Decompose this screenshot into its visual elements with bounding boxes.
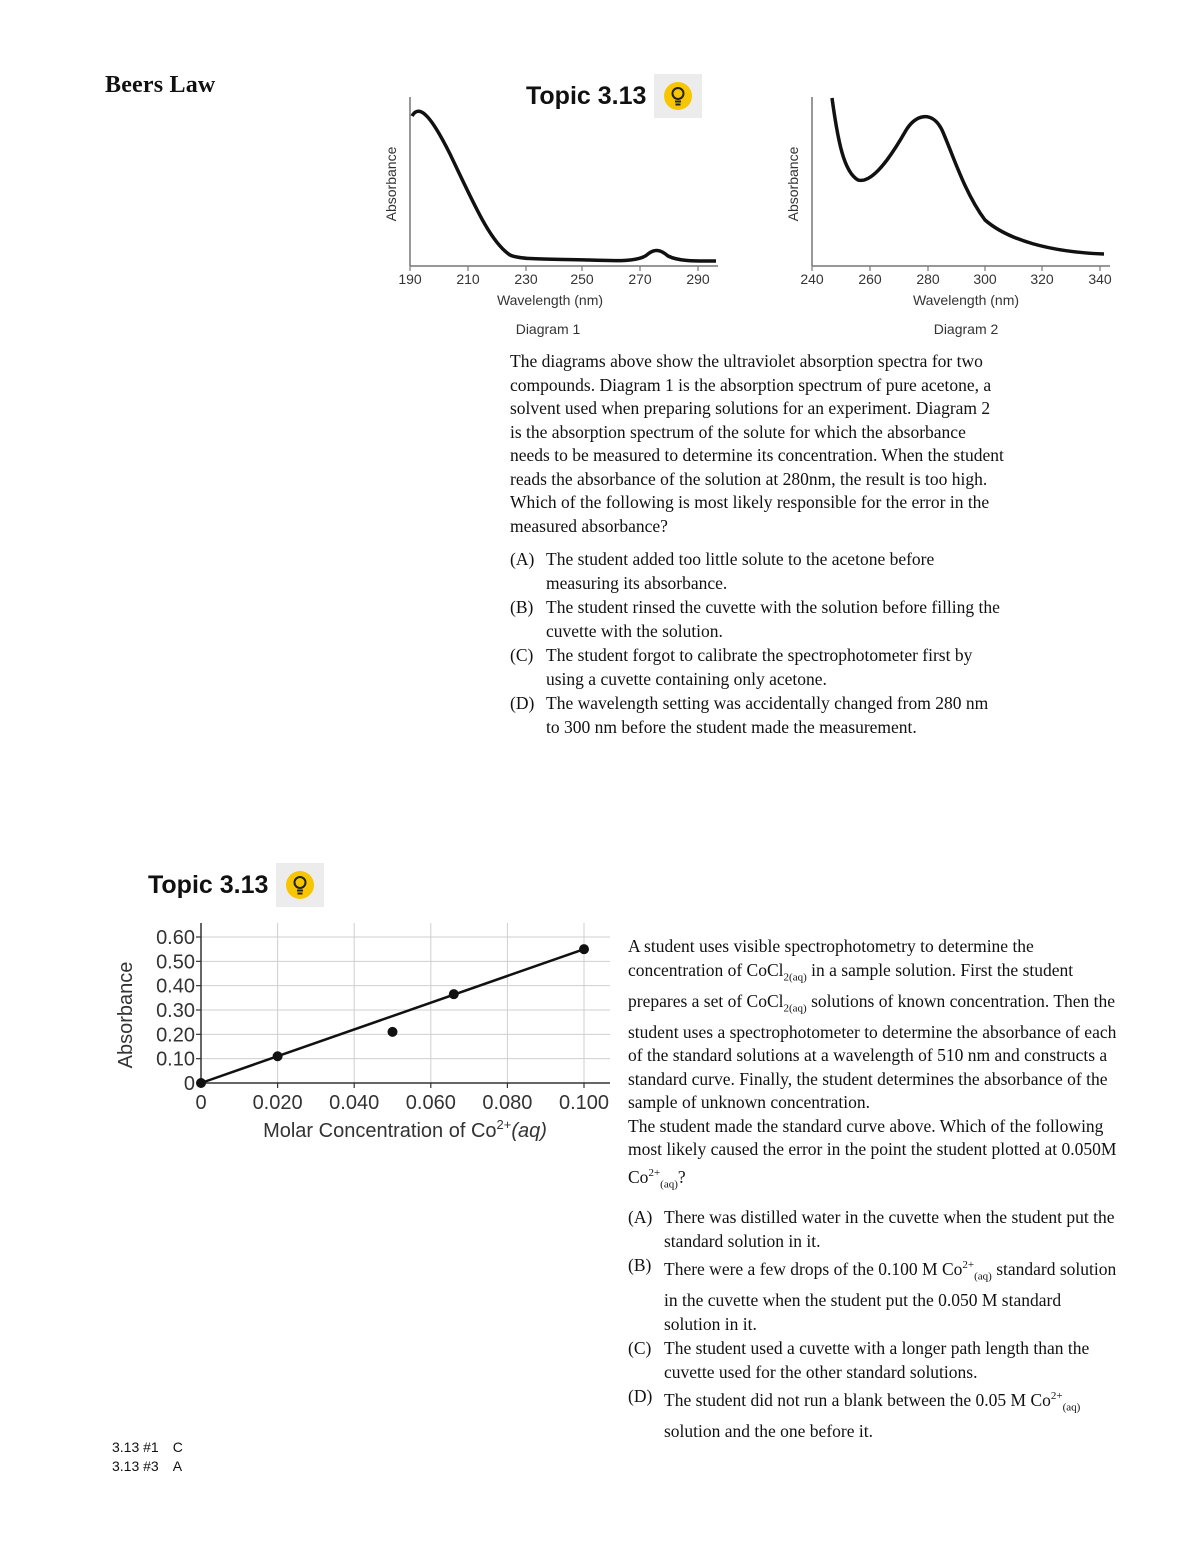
x-tick-label: 0.080 — [482, 1092, 533, 1114]
question1-choice-a[interactable] — [510, 548, 1005, 595]
x-tick-label: 0.100 — [558, 1092, 610, 1114]
standard-curve-chart — [110, 915, 620, 1155]
y-tick-label: 0.30 — [156, 1000, 195, 1022]
lightbulb-icon — [276, 863, 324, 907]
choice-letter: (A) — [628, 1207, 653, 1228]
data-point — [273, 1051, 283, 1061]
question2-stem: A student uses visible spectrophotometry to determine the concentration of CoCl$_{2(aq)}$ in a sample solution. First the student prepares a set of CoCl$_{2(aq)}$ solutions of known concentration. Then the student uses a spectrophotometer to determine the absorbance of each of the standard solutions at a wavelength of 510 nm and constructs a standard curve. Finally, the student determines the absorbance of the sample of unknown concentration. — [628, 936, 1117, 1112]
answer-question: 3.13 #3 — [112, 1458, 159, 1474]
tick-label: 270 — [628, 271, 652, 287]
x-tick-label: 0.060 — [405, 1092, 456, 1114]
chart-xlabel: Molar Concentration of $Co^{2+}(aq)$ — [263, 1117, 547, 1142]
diagram2-caption: Diagram 2 — [933, 321, 999, 337]
topic-label: Topic 3.13 — [526, 81, 647, 110]
diagram2-curve — [832, 98, 1104, 254]
question2-choice-a[interactable] — [628, 1206, 1118, 1253]
data-point — [579, 944, 589, 954]
choice-letter: (C) — [628, 1338, 652, 1359]
tick-label: 210 — [456, 271, 480, 287]
chart-ylabel: Absorbance — [115, 961, 137, 1069]
answer-value: A — [172, 1458, 183, 1474]
diagram2-xlabel: Wavelength (nm) — [912, 292, 1020, 308]
diagram1-chart — [378, 92, 728, 342]
tick-label: 300 — [973, 271, 997, 287]
choice-letter: (C) — [510, 645, 534, 665]
question2-choice-c[interactable] — [628, 1337, 1118, 1384]
data-point — [196, 1078, 206, 1088]
question1 — [510, 350, 1005, 739]
topic-label: Topic 3.13 — [148, 870, 269, 899]
question1-choice-d[interactable] — [510, 692, 1005, 739]
choice-text: The student used a cuvette with a longer path length than the cuvette used for the other standard solutions. — [664, 1338, 1090, 1382]
topic-badge — [148, 863, 324, 907]
answer-key — [112, 1438, 183, 1476]
data-point — [388, 1027, 398, 1037]
diagram1-curve — [412, 111, 716, 261]
tick-label: 230 — [514, 271, 538, 287]
tick-label: 290 — [686, 271, 710, 287]
answer-row — [112, 1457, 183, 1476]
x-tick-label: 0.040 — [329, 1092, 380, 1114]
document-title: Beers Law — [105, 72, 216, 98]
diagram1-ylabel: Absorbance — [383, 146, 399, 222]
question1-choice-b[interactable] — [510, 596, 1005, 643]
x-tick-label: 0 — [195, 1092, 207, 1114]
tick-label: 260 — [858, 271, 882, 287]
tick-label: 250 — [570, 271, 594, 287]
tick-label: 340 — [1088, 271, 1112, 287]
choice-text: The student did not run a blank between the 0.05 M $Co^{2+}_{(aq)}$ solution and the one before it. — [664, 1389, 1081, 1441]
question2-choice-d[interactable] — [628, 1385, 1118, 1443]
choice-text: There were a few drops of the 0.100 M $Co^{2+}_{(aq)}$ standard solution in the cuvette when the student put the 0.050 M standard solution in it. — [664, 1259, 1117, 1334]
choice-letter: (D) — [510, 693, 535, 713]
diagram2-ylabel: Absorbance — [785, 146, 801, 222]
choice-text: The student forgot to calibrate the spectrophotometer first by using a cuvette containing only acetone. — [546, 645, 973, 689]
question1-choice-c[interactable] — [510, 644, 1005, 691]
question2 — [628, 935, 1118, 1443]
y-tick-label: 0.20 — [156, 1024, 195, 1047]
y-tick-label: 0.60 — [156, 927, 195, 949]
question2-prompt: The student made the standard curve above. Which of the following most likely caused the error in the point the student plotted at 0.050M $Co^{2+}_{(aq)}$? — [628, 1115, 1117, 1190]
x-tick-label: 0.020 — [252, 1092, 303, 1114]
answer-row — [112, 1438, 183, 1457]
answer-value: C — [172, 1439, 183, 1455]
best-fit-line — [201, 949, 584, 1083]
choice-letter: (B) — [510, 597, 534, 617]
y-tick-label: 0.40 — [156, 975, 195, 998]
tick-label: 280 — [916, 271, 940, 287]
question2-choice-b[interactable] — [628, 1254, 1118, 1336]
data-point — [449, 989, 459, 999]
choice-text: The student added too little solute to the acetone before measuring its absorbance. — [546, 549, 935, 593]
diagram1-xlabel: Wavelength (nm) — [496, 292, 604, 308]
diagram1-caption: Diagram 1 — [515, 321, 581, 337]
choice-text: There was distilled water in the cuvette when the student put the standard solution in it. — [664, 1207, 1115, 1251]
y-tick-label: 0 — [183, 1073, 195, 1095]
diagram2-chart — [780, 92, 1130, 342]
tick-label: 190 — [398, 271, 422, 287]
y-tick-label: 0.50 — [156, 951, 195, 974]
tick-label: 240 — [800, 271, 824, 287]
choice-letter: (A) — [510, 549, 535, 569]
choice-letter: (B) — [628, 1255, 652, 1276]
question1-stem: The diagrams above show the ultraviolet absorption spectra for two compounds. Diagram 1 is the absorption spectrum of pure acetone, a solvent used when preparing solutions for an experiment. Diagram 2 is the absorption spectrum of the solute for which the absorbance needs to be measured to determine its concentration. When the student reads the absorbance of the solution at 280nm, the result is too high. Which of the following is most likely responsible for the error in the measured absorbance? — [510, 351, 1004, 536]
answer-question: 3.13 #1 — [112, 1439, 159, 1455]
tick-label: 320 — [1030, 271, 1054, 287]
y-tick-label: 0.10 — [156, 1048, 195, 1071]
choice-text: The wavelength setting was accidentally changed from 280 nm to 300 nm before the student made the measurement. — [546, 693, 989, 737]
choice-text: The student rinsed the cuvette with the solution before filling the cuvette with the solution. — [546, 597, 1000, 641]
choice-letter: (D) — [628, 1386, 653, 1407]
